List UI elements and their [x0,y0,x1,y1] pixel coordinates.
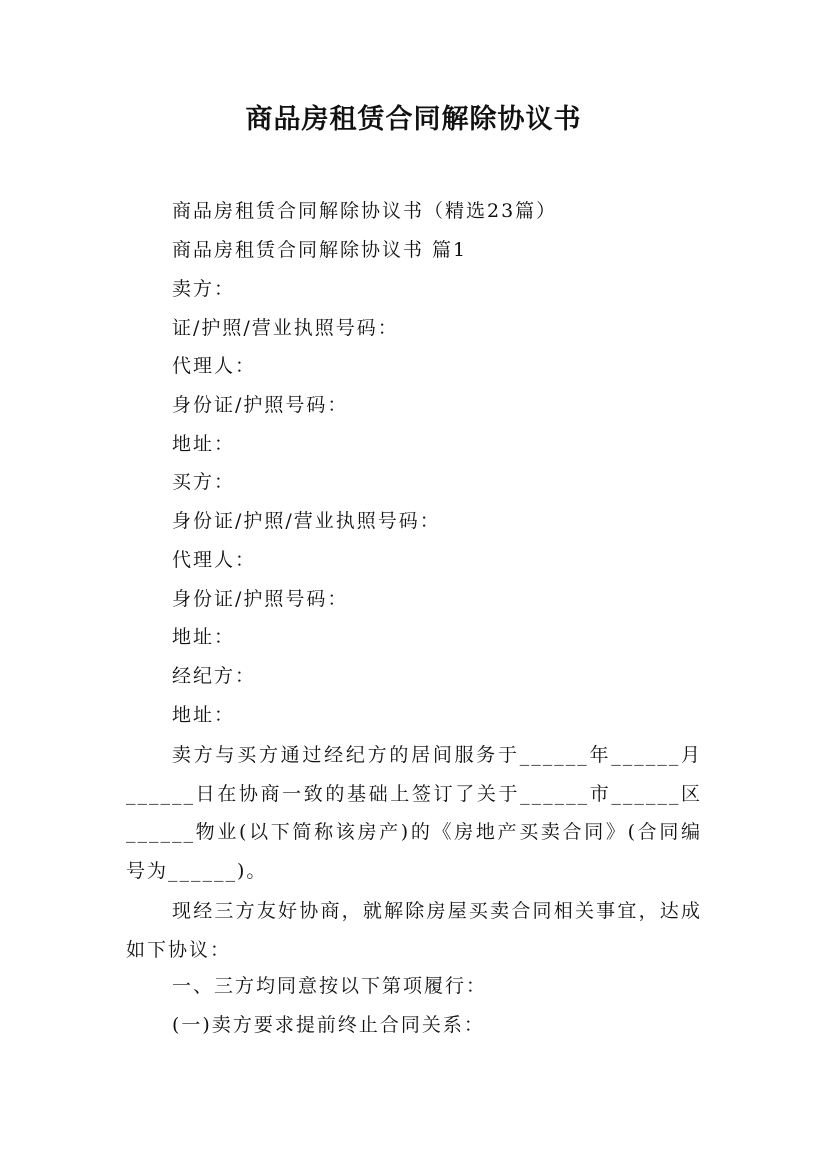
buyer-address-label: 地址： [172,626,236,648]
subtitle-line: 商品房租赁合同解除协议书（精选23篇） [172,200,558,222]
seller-agent-id-label: 身份证/护照号码： [172,394,349,416]
broker-label: 经纪方： [172,665,257,687]
section-heading: 商品房租赁合同解除协议书 篇1 [172,239,468,261]
clause-one-item: (一)卖方要求提前终止合同关系： [172,1014,485,1036]
seller-id-label: 证/护照/营业执照号码： [172,317,399,339]
seller-agent-label: 代理人： [172,355,257,377]
seller-address-label: 地址： [172,433,236,455]
buyer-label: 买方： [172,471,236,493]
contract-paragraph: 卖方与买方通过经纪方的居间服务于______年______月______日在协商一致的基础上签订了关于______市______区______物业(以下简称该房产)的《房地产买卖合同》(合同编号为______)。 [126,744,702,883]
document-title: 商品房租赁合同解除协议书 [245,104,582,135]
buyer-agent-label: 代理人： [172,549,257,571]
broker-address-label: 地址： [172,704,236,726]
agreement-paragraph: 现经三方友好协商，就解除房屋买卖合同相关事宜，达成如下协议： [126,900,702,961]
clause-one: 一、三方均同意按以下第项履行： [172,975,488,997]
seller-label: 卖方： [172,278,236,300]
buyer-agent-id-label: 身份证/护照号码： [172,588,349,610]
buyer-id-label: 身份证/护照/营业执照号码： [172,510,441,532]
